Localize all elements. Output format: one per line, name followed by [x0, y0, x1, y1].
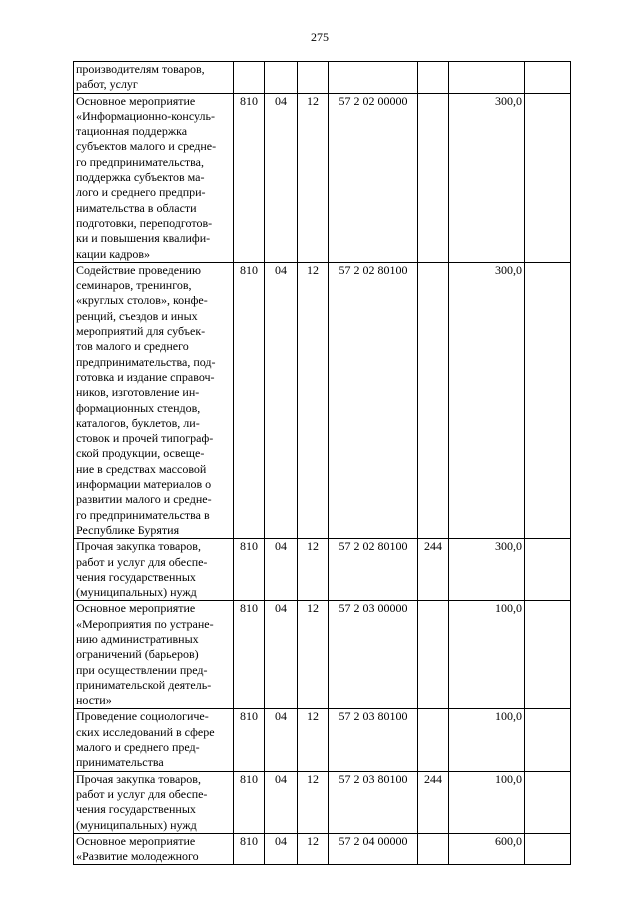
cell-subsection-code: 12: [298, 262, 329, 538]
cell-expense-kind: 244: [418, 771, 449, 833]
name-line: готовка и издание справоч-: [76, 369, 215, 384]
name-line: предпринимательства, под-: [76, 354, 216, 369]
cell-section-code: 04: [265, 709, 298, 771]
cell-ministry-code: 810: [234, 539, 265, 601]
name-line: развитии малого и средне-: [76, 492, 212, 507]
cell-subsection-code: 12: [298, 833, 329, 865]
cell-target-article: 57 2 03 80100: [329, 771, 418, 833]
name-line: ских исследований в сфере: [76, 724, 215, 739]
name-line: «круглых столов», конфе-: [76, 293, 208, 308]
cell-name: [74, 93, 234, 262]
name-line: мероприятий для субъек-: [76, 324, 206, 339]
cell-target-article: [329, 62, 418, 94]
cell-amount: 300,0: [449, 539, 525, 601]
cell-name: [74, 262, 234, 538]
name-line: тов малого и среднего: [76, 339, 189, 354]
cell-ministry-code: 810: [234, 262, 265, 538]
name-line: при осуществлении пред-: [76, 662, 208, 677]
cell-subsection-code: 12: [298, 771, 329, 833]
name-line: стовок и прочей типограф-: [76, 431, 214, 446]
cell-empty: [525, 771, 571, 833]
name-line: подготовки, переподготов-: [76, 215, 213, 230]
cell-expense-kind: [418, 833, 449, 865]
cell-target-article: 57 2 03 00000: [329, 601, 418, 709]
cell-target-article: 57 2 04 00000: [329, 833, 418, 865]
cell-section-code: 04: [265, 539, 298, 601]
name-line: ки и повышения квалифи-: [76, 231, 211, 246]
cell-expense-kind: [418, 709, 449, 771]
name-line: работ и услуг для обеспе-: [76, 786, 208, 801]
name-line: чения государственных: [76, 802, 196, 817]
cell-amount: [449, 62, 525, 94]
page-number: 275: [311, 30, 329, 44]
name-line: чения государственных: [76, 569, 196, 584]
cell-subsection-code: 12: [298, 539, 329, 601]
cell-section-code: 04: [265, 833, 298, 865]
cell-section-code: 04: [265, 93, 298, 262]
cell-amount: 100,0: [449, 601, 525, 709]
cell-empty: [525, 833, 571, 865]
cell-target-article: 57 2 03 80100: [329, 709, 418, 771]
cell-expense-kind: 244: [418, 539, 449, 601]
table-row: [74, 709, 571, 771]
name-line: лого и среднего предпри-: [76, 185, 206, 200]
cell-empty: [525, 709, 571, 771]
name-line: нимательства в области: [76, 200, 197, 215]
cell-name: [74, 709, 234, 771]
cell-subsection-code: 12: [298, 93, 329, 262]
name-line: (муниципальных) нужд: [76, 585, 197, 600]
cell-expense-kind: [418, 601, 449, 709]
name-line: работ, услуг: [76, 77, 138, 92]
name-line: ников, изготовление ин-: [76, 385, 200, 400]
name-line: Республике Бурятия: [76, 522, 180, 537]
name-line: Содействие проведению: [76, 262, 201, 277]
name-line: ренций, съездов и иных: [76, 308, 198, 323]
budget-table: [73, 61, 571, 865]
cell-ministry-code: 810: [234, 771, 265, 833]
name-line: (муниципальных) нужд: [76, 817, 197, 832]
cell-amount: 300,0: [449, 262, 525, 538]
name-line: нию административных: [76, 631, 199, 646]
cell-ministry-code: 810: [234, 601, 265, 709]
name-line: Основное мероприятие: [76, 93, 196, 108]
name-line: Прочая закупка товаров,: [76, 539, 201, 554]
table-body: [74, 62, 571, 865]
table-row: [74, 601, 571, 709]
cell-name: [74, 771, 234, 833]
cell-subsection-code: 12: [298, 601, 329, 709]
table-row: [74, 93, 571, 262]
cell-ministry-code: 810: [234, 93, 265, 262]
name-line: тационная поддержка: [76, 124, 188, 139]
cell-name: [74, 601, 234, 709]
name-line: принимательства: [76, 755, 164, 770]
name-line: малого и среднего пред-: [76, 740, 200, 755]
name-line: «Мероприятия по устране-: [76, 616, 214, 631]
name-line: производителям товаров,: [76, 62, 205, 76]
table-row: [74, 771, 571, 833]
name-line: ние в средствах массовой: [76, 461, 207, 476]
name-line: ской продукции, освеще-: [76, 446, 205, 461]
cell-ministry-code: 810: [234, 709, 265, 771]
name-line: ограничений (барьеров): [76, 647, 199, 662]
name-line: Проведение социологиче-: [76, 709, 209, 724]
name-line: информации материалов о: [76, 477, 212, 492]
cell-target-article: 57 2 02 00000: [329, 93, 418, 262]
cell-subsection-code: [298, 62, 329, 94]
cell-ministry-code: [234, 62, 265, 94]
cell-section-code: 04: [265, 262, 298, 538]
name-line: го предпринимательства,: [76, 154, 204, 169]
cell-subsection-code: 12: [298, 709, 329, 771]
cell-section-code: 04: [265, 771, 298, 833]
cell-empty: [525, 62, 571, 94]
cell-section-code: [265, 62, 298, 94]
name-line: семинаров, тренингов,: [76, 278, 192, 293]
name-line: го предпринимательства в: [76, 507, 210, 522]
cell-amount: 600,0: [449, 833, 525, 865]
cell-amount: 300,0: [449, 93, 525, 262]
cell-expense-kind: [418, 93, 449, 262]
cell-target-article: 57 2 02 80100: [329, 262, 418, 538]
cell-expense-kind: [418, 62, 449, 94]
name-line: формационных стендов,: [76, 400, 201, 415]
cell-name: [74, 539, 234, 601]
name-line: Основное мероприятие: [76, 833, 196, 848]
name-line: Прочая закупка товаров,: [76, 771, 201, 786]
table-row: [74, 833, 571, 865]
cell-target-article: 57 2 02 80100: [329, 539, 418, 601]
cell-amount: 100,0: [449, 771, 525, 833]
name-line: каталогов, буклетов, ли-: [76, 415, 200, 430]
name-line: принимательской деятель-: [76, 677, 212, 692]
cell-empty: [525, 93, 571, 262]
name-line: ности»: [76, 693, 112, 708]
name-line: Основное мероприятие: [76, 601, 196, 616]
cell-empty: [525, 601, 571, 709]
table-row: [74, 539, 571, 601]
name-line: «Информационно-консуль-: [76, 108, 215, 123]
cell-expense-kind: [418, 262, 449, 538]
name-line: кации кадров»: [76, 246, 150, 261]
name-line: «Развитие молодежного: [76, 849, 199, 864]
name-line: работ и услуг для обеспе-: [76, 554, 208, 569]
table-row: [74, 262, 571, 538]
cell-name: [74, 833, 234, 865]
cell-empty: [525, 539, 571, 601]
table-row: [74, 62, 571, 94]
cell-empty: [525, 262, 571, 538]
name-line: поддержка субъектов ма-: [76, 170, 205, 185]
name-line: субъектов малого и средне-: [76, 139, 217, 154]
cell-section-code: 04: [265, 601, 298, 709]
cell-amount: 100,0: [449, 709, 525, 771]
cell-name: [74, 62, 234, 94]
cell-ministry-code: 810: [234, 833, 265, 865]
